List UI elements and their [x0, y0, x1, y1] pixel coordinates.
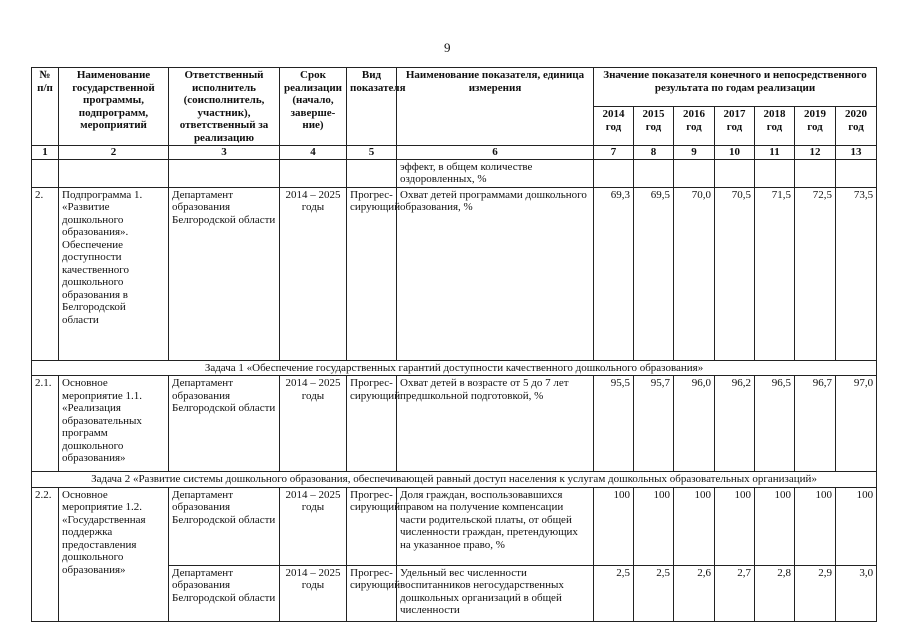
- header-year: 2017 год: [715, 107, 755, 146]
- header-row: [32, 68, 877, 107]
- header-year: 2018 год: [755, 107, 795, 146]
- header-term: Срок реализации (начало, заверше-ние): [280, 68, 347, 146]
- row-value: 100: [836, 487, 877, 565]
- header-year: 2014 год: [594, 107, 634, 146]
- row-value: 69,3: [594, 187, 634, 360]
- task-row: [32, 360, 877, 376]
- row-indicator: Доля граждан, воспользовавшихся правом на получение компенсации части родительской платы, от общей численности граждан, претендующих на указанное право, %: [397, 487, 594, 565]
- col-index: 5: [347, 146, 397, 160]
- row-value: 2,5: [594, 565, 634, 621]
- row-type: Прогрес-сирующий: [347, 187, 397, 360]
- row-executor: Департамент образования Белгородской области: [169, 487, 280, 565]
- row-value: 71,5: [755, 187, 795, 360]
- page-number: 9: [444, 40, 451, 55]
- row-value: 96,0: [674, 376, 715, 472]
- header-name: Наименование государственной программы, подпрограмм, мероприятий: [59, 68, 169, 146]
- row-value: 70,5: [715, 187, 755, 360]
- row-value: 3,0: [836, 565, 877, 621]
- row-value: 96,5: [755, 376, 795, 472]
- table-row: [32, 487, 877, 565]
- header-executor: Ответственный исполнитель (соисполнитель, участник), ответственный за реализацию: [169, 68, 280, 146]
- row-value: 2,9: [795, 565, 836, 621]
- continuation-text: эффект, в общем количестве оздоровленных, %: [397, 159, 594, 187]
- program-indicators-table: [31, 67, 877, 622]
- row-value: 95,5: [594, 376, 634, 472]
- row-type: Прогрес-сирующий: [347, 565, 397, 621]
- row-value: 70,0: [674, 187, 715, 360]
- row-value: 100: [795, 487, 836, 565]
- row-name: Основное мероприятие 1.2. «Государственная поддержка предоставления дошкольного образования»: [59, 487, 169, 621]
- col-index: 3: [169, 146, 280, 160]
- row-value: 2,7: [715, 565, 755, 621]
- row-value: 69,5: [634, 187, 674, 360]
- column-index-row: [32, 146, 877, 160]
- header-year: 2020 год: [836, 107, 877, 146]
- col-index: 1: [32, 146, 59, 160]
- header-type: Вид показателя: [347, 68, 397, 146]
- table-row: [32, 187, 877, 360]
- row-term: 2014 – 2025 годы: [280, 187, 347, 360]
- row-value: 100: [634, 487, 674, 565]
- row-num: 2.2.: [32, 487, 59, 621]
- row-value: 100: [715, 487, 755, 565]
- col-index: 2: [59, 146, 169, 160]
- row-executor: Департамент образования Белгородской области: [169, 187, 280, 360]
- row-term: 2014 – 2025 годы: [280, 487, 347, 565]
- row-indicator: Охват детей программами дошкольного образования, %: [397, 187, 594, 360]
- col-index: 12: [795, 146, 836, 160]
- row-executor: Департамент образования Белгородской области: [169, 565, 280, 621]
- task-row: [32, 472, 877, 488]
- row-value: 2,8: [755, 565, 795, 621]
- col-index: 6: [397, 146, 594, 160]
- continuation-row: [32, 159, 877, 187]
- row-name: Основное мероприятие 1.1. «Реализация образовательных программ дошкольного образования»: [59, 376, 169, 472]
- col-index: 10: [715, 146, 755, 160]
- col-index: 9: [674, 146, 715, 160]
- col-index: 7: [594, 146, 634, 160]
- header-year: 2015 год: [634, 107, 674, 146]
- row-executor: Департамент образования Белгородской области: [169, 376, 280, 472]
- row-type: Прогрес-сирующий: [347, 487, 397, 565]
- row-value: 96,2: [715, 376, 755, 472]
- header-values: Значение показателя конечного и непосредственного результата по годам реализации: [594, 68, 877, 107]
- row-indicator: Охват детей в возрасте от 5 до 7 лет предшкольной подготовкой, %: [397, 376, 594, 472]
- row-term: 2014 – 2025 годы: [280, 376, 347, 472]
- row-value: 73,5: [836, 187, 877, 360]
- row-name: Подпрограмма 1. «Развитие дошкольного образования». Обеспечение доступности качественного дошкольного образования в Белгородской области: [59, 187, 169, 360]
- row-value: 96,7: [795, 376, 836, 472]
- col-index: 11: [755, 146, 795, 160]
- row-value: 100: [674, 487, 715, 565]
- task-title: Задача 1 «Обеспечение государственных гарантий доступности качественного дошкольного образования»: [32, 360, 877, 376]
- col-index: 8: [634, 146, 674, 160]
- row-value: 2,6: [674, 565, 715, 621]
- row-type: Прогрес-сирующий: [347, 376, 397, 472]
- table-row: [32, 376, 877, 472]
- row-value: 72,5: [795, 187, 836, 360]
- col-index: 13: [836, 146, 877, 160]
- row-indicator: Удельный вес численности воспитанников негосударственных дошкольных организаций в общей численности: [397, 565, 594, 621]
- row-value: 2,5: [634, 565, 674, 621]
- task-title: Задача 2 «Развитие системы дошкольного образования, обеспечивающей равный доступ населения к услугам дошкольных образовательных организаций»: [32, 472, 877, 488]
- header-year: 2019 год: [795, 107, 836, 146]
- row-value: 95,7: [634, 376, 674, 472]
- row-num: 2.1.: [32, 376, 59, 472]
- row-value: 100: [755, 487, 795, 565]
- header-indicator: Наименование показателя, единица измерения: [397, 68, 594, 146]
- row-term: 2014 – 2025 годы: [280, 565, 347, 621]
- header-num: № п/п: [32, 68, 59, 146]
- col-index: 4: [280, 146, 347, 160]
- row-num: 2.: [32, 187, 59, 360]
- row-value: 100: [594, 487, 634, 565]
- row-value: 97,0: [836, 376, 877, 472]
- header-year: 2016 год: [674, 107, 715, 146]
